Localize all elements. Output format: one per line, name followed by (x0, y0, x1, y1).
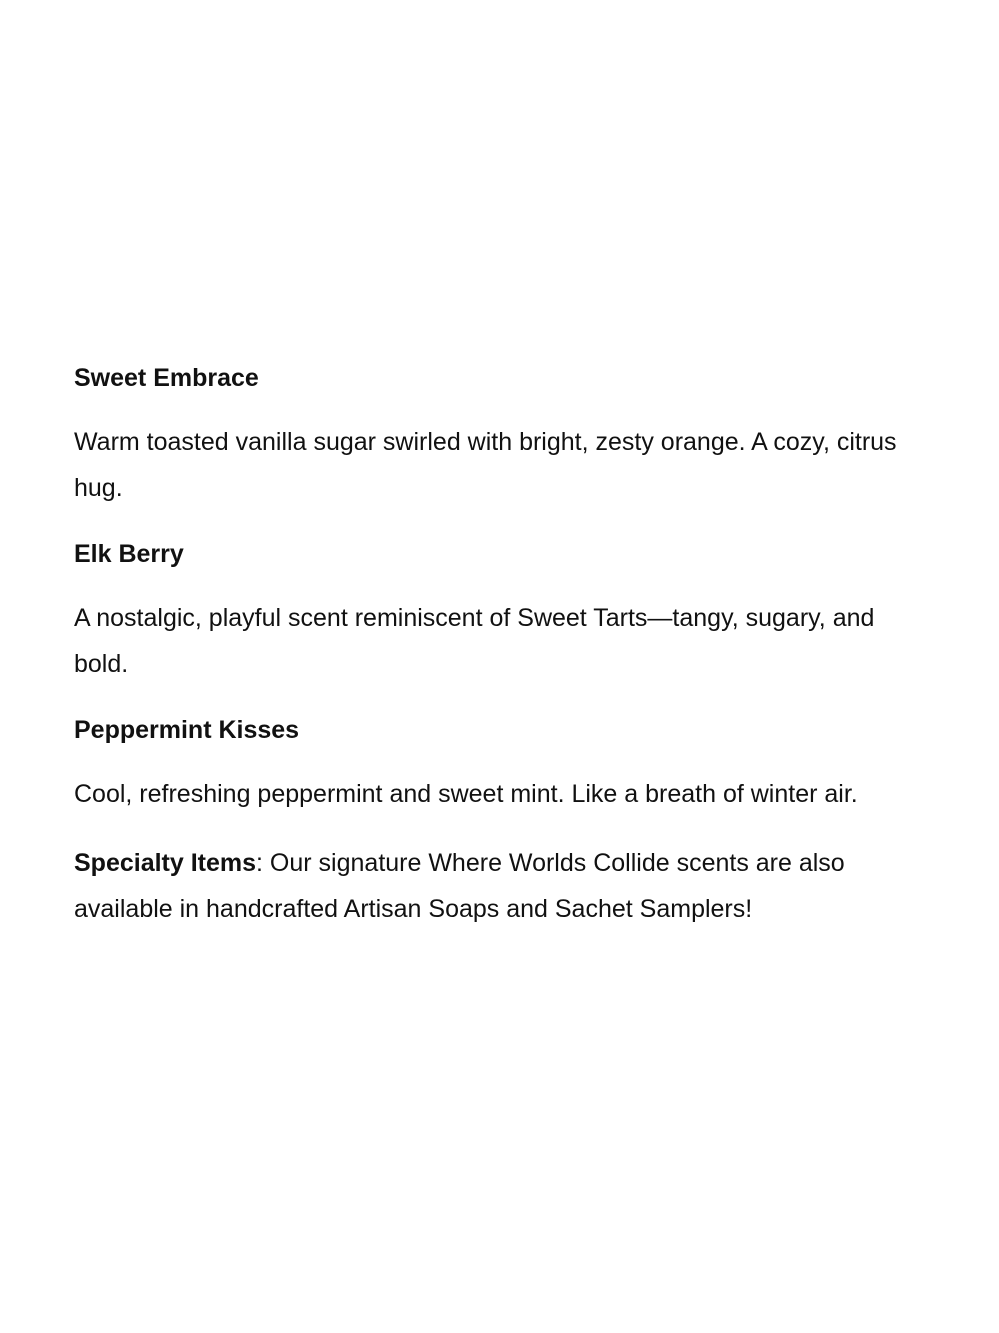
specialty-items-label: Specialty Items (74, 849, 257, 877)
scent-title: Elk Berry (74, 540, 184, 568)
scent-elk-berry (74, 534, 924, 687)
specialty-items-note (74, 840, 924, 932)
specialty-items-separator: : (256, 849, 263, 877)
scent-descriptions (74, 358, 924, 932)
specialty-items-text: Our signature Where Worlds Collide scents are also available in handcrafted Artisan Soaps and Sachet Samplers! (74, 849, 845, 923)
scent-title: Sweet Embrace (74, 364, 259, 392)
scent-description: Cool, refreshing peppermint and sweet mint. Like a breath of winter air. (74, 780, 858, 808)
scent-title: Peppermint Kisses (74, 716, 300, 744)
scent-description: Warm toasted vanilla sugar swirled with bright, zesty orange. A cozy, citrus hug. (74, 428, 897, 502)
scent-description: A nostalgic, playful scent reminiscent of Sweet Tarts—tangy, sugary, and bold. (74, 604, 875, 678)
scent-peppermint-kisses (74, 710, 924, 817)
scent-sweet-embrace (74, 358, 924, 511)
